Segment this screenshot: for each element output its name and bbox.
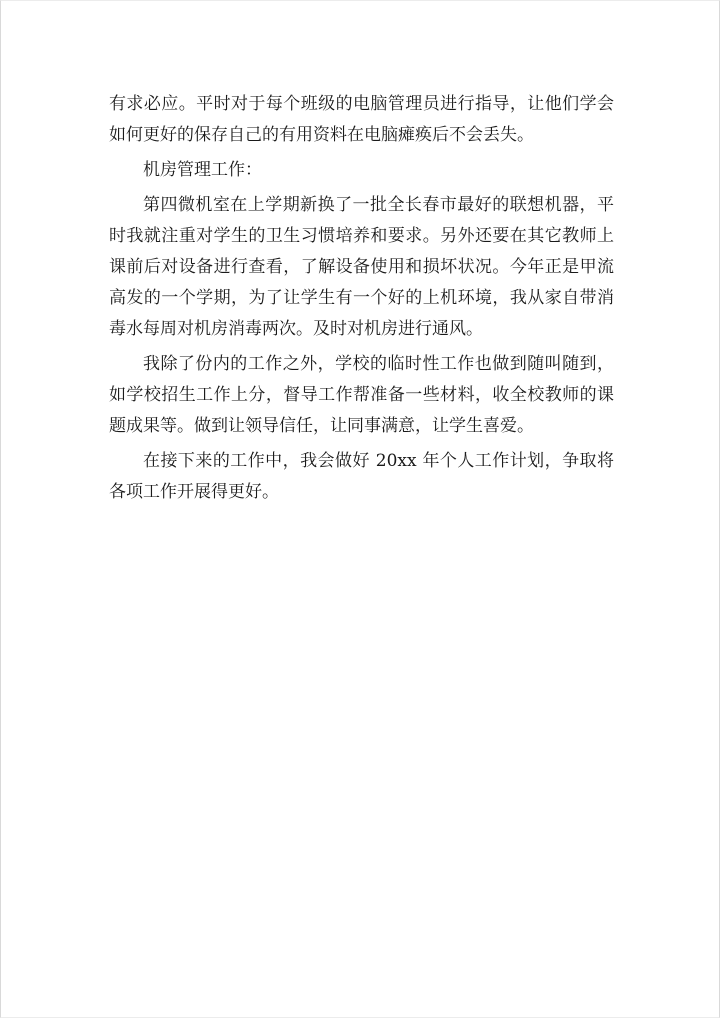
paragraph-continuation: 有求必应。平时对于每个班级的电脑管理员进行指导，让他们学会如何更好的保存自己的有用资料在电脑瘫痪后不会丢失。 — [109, 94, 614, 145]
document-body — [109, 89, 614, 512]
paragraph-conclusion: 在接下来的工作中，我会做好 20xx 年个人工作计划，争取将各项工作开展得更好。 — [109, 451, 614, 502]
section-heading-computer-room: 机房管理工作： — [143, 160, 262, 180]
paragraph-computer-room: 第四微机室在上学期新换了一批全长春市最好的联想机器，平时我就注重对学生的卫生习惯培养和要求。另外还要在其它教师上课前后对设备进行查看，了解设备使用和损坏状况。今年正是甲流高发的一个学期，为了让学生有一个好的上机环境，我从家自带消毒水每周对机房消毒两次。及时对机房进行通风。 — [109, 195, 614, 339]
paragraph-extra-duties: 我除了份内的工作之外，学校的临时性工作也做到随叫随到，如学校招生工作上分，督导工作帮准备一些材料，收全校教师的课题成果等。做到让领导信任，让同事满意，让学生喜爱。 — [109, 354, 614, 436]
